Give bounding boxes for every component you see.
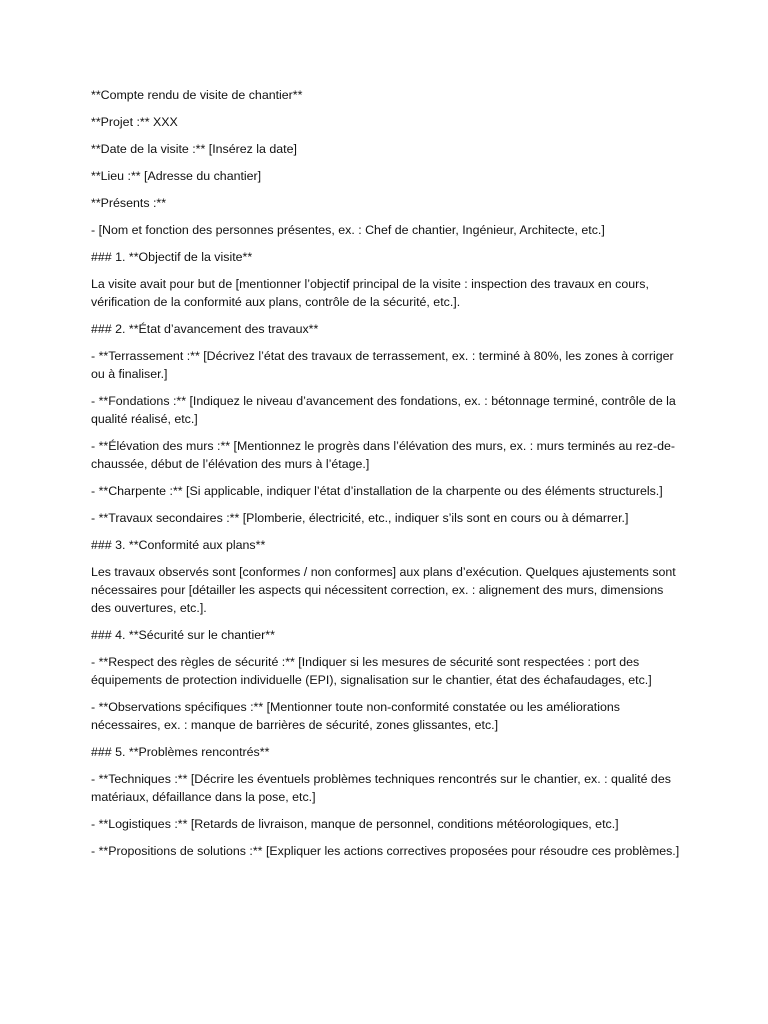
- objective-paragraph: La visite avait pour but de [mentionner l’objectif principal de la visite : inspection des travaux en cours, vérification de la conformité aux plans, contrôle de la sécurité, etc.].: [91, 277, 649, 309]
- section-heading-safety: ### 4. **Sécurité sur le chantier**: [91, 628, 275, 642]
- visit-date-line: **Date de la visite :** [Insérez la date]: [91, 142, 297, 156]
- problems-item-solutions: - **Propositions de solutions :** [Expliquer les actions correctives proposées pour résoudre ces problèmes.]: [91, 844, 680, 858]
- report-title: **Compte rendu de visite de chantier**: [91, 88, 303, 102]
- progress-item-walls: - **Élévation des murs :** [Mentionnez le progrès dans l’élévation des murs, ex. : murs terminés au rez-de-chaussée, début de l’élévation des murs à l’étage.]: [91, 439, 675, 471]
- attendees-heading: **Présents :**: [91, 196, 167, 210]
- safety-item-observations: - **Observations spécifiques :** [Mentionner toute non-conformité constatée ou les améliorations nécessaires, ex. : manque de barrières de sécurité, zones glissantes, etc.]: [91, 700, 620, 732]
- location-line: **Lieu :** [Adresse du chantier]: [91, 169, 262, 183]
- attendees-item: - [Nom et fonction des personnes présentes, ex. : Chef de chantier, Ingénieur, Architecte, etc.]: [91, 223, 605, 237]
- section-heading-compliance: ### 3. **Conformité aux plans**: [91, 538, 266, 552]
- problems-item-logistics: - **Logistiques :** [Retards de livraison, manque de personnel, conditions météorologiques, etc.]: [91, 817, 619, 831]
- section-heading-objective: ### 1. **Objectif de la visite**: [91, 250, 253, 264]
- progress-item-secondary-works: - **Travaux secondaires :** [Plomberie, électricité, etc., indiquer s’ils sont en cours ou à démarrer.]: [91, 511, 629, 525]
- project-line: **Projet :** XXX: [91, 115, 178, 129]
- problems-item-technical: - **Techniques :** [Décrire les éventuels problèmes techniques rencontrés sur le chantier, ex. : qualité des matériaux, défaillance dans la pose, etc.]: [91, 772, 671, 804]
- compliance-paragraph: Les travaux observés sont [conformes / non conformes] aux plans d’exécution. Quelques ajustements sont nécessaires pour [détailler les aspects qui nécessitent correction, ex. : alignement des murs, dimensions des ouvertures, etc.].: [91, 565, 676, 615]
- safety-item-rules: - **Respect des règles de sécurité :** [Indiquer si les mesures de sécurité sont respectées : port des équipements de protection individuelle (EPI), signalisation sur le chantier, état des échafaudages, etc.]: [91, 655, 652, 687]
- section-heading-progress: ### 2. **État d’avancement des travaux**: [91, 322, 319, 336]
- progress-item-earthworks: - **Terrassement :** [Décrivez l’état des travaux de terrassement, ex. : terminé à 80%, les zones à corriger ou à finaliser.]: [91, 349, 674, 381]
- document-page: [91, 86, 681, 869]
- progress-item-foundations: - **Fondations :** [Indiquez le niveau d’avancement des fondations, ex. : bétonnage terminé, contrôle de la qualité réalisé, etc.]: [91, 394, 676, 426]
- progress-item-framework: - **Charpente :** [Si applicable, indiquer l’état d’installation de la charpente ou des éléments structurels.]: [91, 484, 663, 498]
- section-heading-problems: ### 5. **Problèmes rencontrés**: [91, 745, 270, 759]
